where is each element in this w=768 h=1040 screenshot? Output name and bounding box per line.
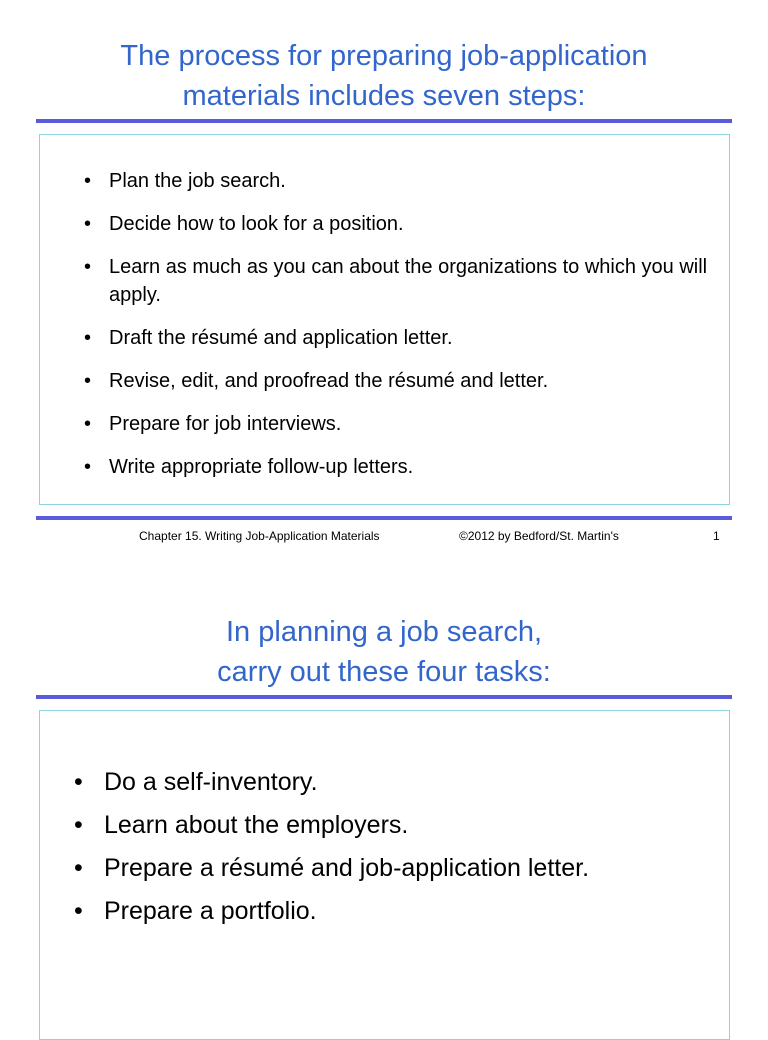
bullet-icon: • [74, 854, 83, 882]
bullet-icon: • [84, 456, 92, 478]
slide-1-title [0, 36, 768, 116]
slide-2-title-line-1: In planning a job search, [226, 616, 542, 648]
slide-2-top-rule [36, 695, 732, 699]
list-item-text: Revise, edit, and proofread the résumé and letter. [109, 370, 549, 392]
list-item-text: Prepare a résumé and job-application letter. [104, 854, 590, 882]
slide-1-footer-page-number: 1 [713, 529, 720, 543]
list-item [84, 324, 724, 352]
list-item-text: Draft the résumé and application letter. [109, 327, 453, 349]
slide-1-footer-copyright: ©2012 by Bedford/St. Martin's [459, 529, 619, 543]
list-item-text: Prepare a portfolio. [104, 897, 317, 925]
list-item [74, 761, 734, 804]
list-item-text: Write appropriate follow-up letters. [109, 456, 414, 478]
slide-1-footer-chapter: Chapter 15. Writing Job-Application Materials [139, 529, 380, 543]
slide-1-top-rule [36, 119, 732, 123]
list-item-text: Plan the job search. [109, 170, 286, 192]
slide-2-title-line-2: carry out these four tasks: [217, 656, 551, 688]
list-item [74, 847, 734, 890]
bullet-icon: • [74, 897, 83, 925]
bullet-icon: • [84, 213, 92, 235]
bullet-icon: • [84, 413, 92, 435]
list-item-text: Prepare for job interviews. [109, 413, 342, 435]
list-item-text: Do a self-inventory. [104, 768, 318, 796]
bullet-icon: • [74, 768, 83, 796]
slide-1-title-line-2: materials includes seven steps: [182, 80, 586, 112]
bullet-icon: • [84, 170, 92, 192]
bullet-icon: • [84, 256, 92, 278]
bullet-icon: • [74, 811, 83, 839]
bullet-icon: • [84, 327, 92, 349]
slide-1-title-line-1: The process for preparing job-application [120, 40, 648, 72]
slide-1-bullet-list [84, 167, 724, 496]
bullet-icon: • [84, 370, 92, 392]
list-item [84, 410, 724, 438]
list-item [84, 253, 724, 309]
list-item [74, 804, 734, 847]
list-item [74, 890, 734, 933]
slide-1-bottom-rule [36, 516, 732, 520]
list-item-text: Learn about the employers. [104, 811, 409, 839]
list-item [84, 453, 724, 481]
list-item-text: Learn as much as you can about the organizations to which you will apply. [109, 256, 708, 306]
slide-2-title [0, 612, 768, 692]
list-item [84, 367, 724, 395]
slide-2-bullet-list [74, 761, 734, 933]
list-item [84, 167, 724, 195]
list-item [84, 210, 724, 238]
list-item-text: Decide how to look for a position. [109, 213, 404, 235]
